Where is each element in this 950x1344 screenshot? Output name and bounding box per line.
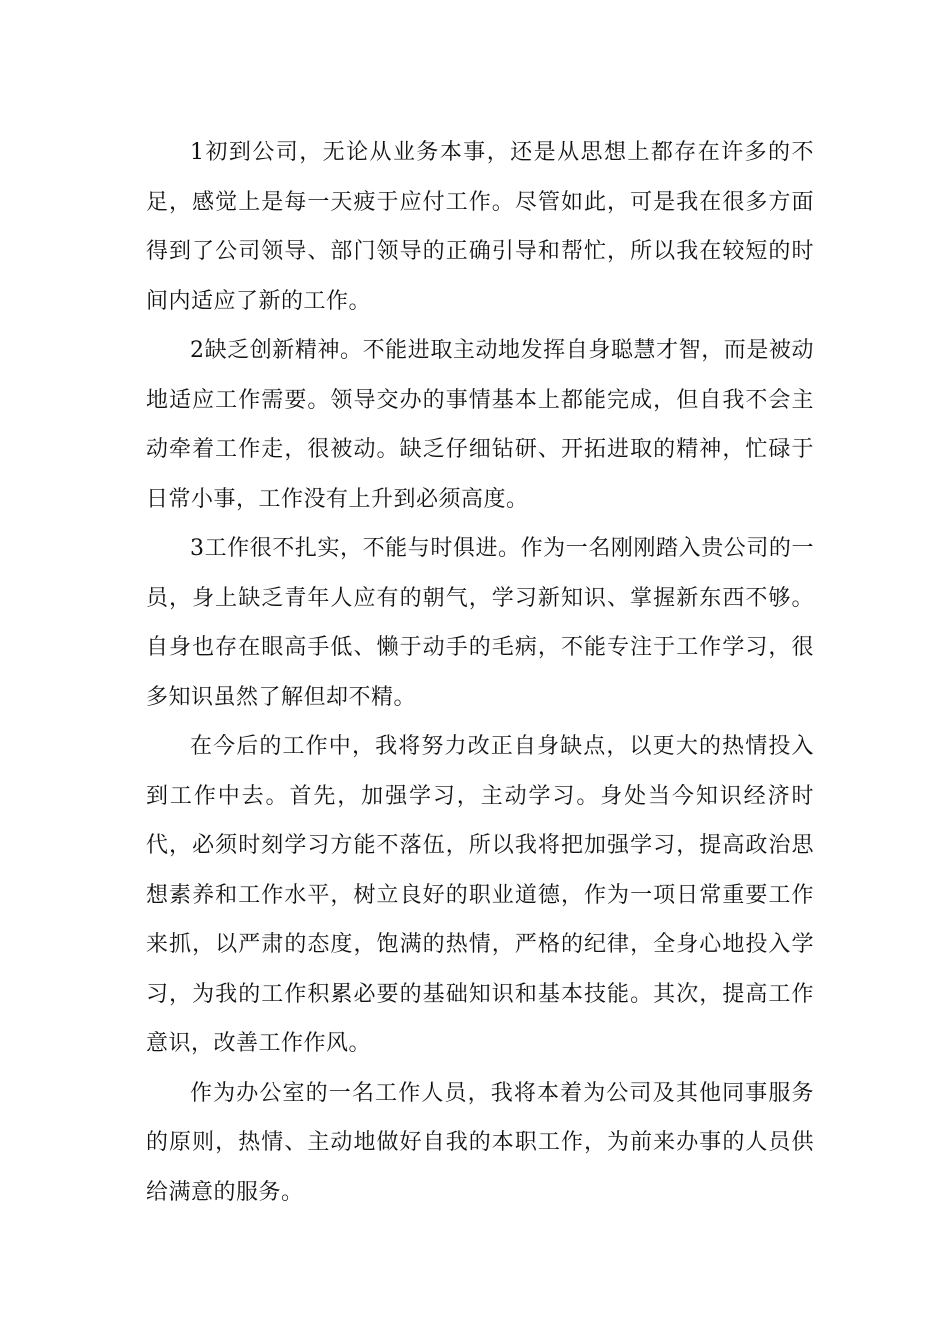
paragraph-3: 3工作很不扎实，不能与时俱进。作为一名刚刚踏入贵公司的一员，身上缺乏青年人应有的朝气，学习新知识、掌握新东西不够。自身也存在眼高手低、懒于动手的毛病，不能专注于工作学习，很多知识虽然了解但却不精。	[146, 536, 814, 710]
paragraph-1: 1初到公司，无论从业务本事，还是从思想上都存在许多的不足，感觉上是每一天疲于应付工作。尽管如此，可是我在很多方面得到了公司领导、部门领导的正确引导和帮忙，所以我在较短的时间内适应了新的工作。	[146, 140, 814, 314]
document-body	[146, 128, 814, 1217]
paragraph-4: 在今后的工作中，我将努力改正自身缺点，以更大的热情投入到工作中去。首先，加强学习，主动学习。身处当今知识经济时代，必须时刻学习方能不落伍，所以我将把加强学习，提高政治思想素养和工作水平，树立良好的职业道德，作为一项日常重要工作来抓，以严肃的态度，饱满的热情，严格的纪律，全身心地投入学习，为我的工作积累必要的基础知识和基本技能。其次，提高工作意识，改善工作作风。	[146, 734, 814, 1056]
paragraph-2: 2缺乏创新精神。不能进取主动地发挥自身聪慧才智，而是被动地适应工作需要。领导交办的事情基本上都能完成，但自我不会主动牵着工作走，很被动。缺乏仔细钻研、开拓进取的精神，忙碌于日常小事，工作没有上升到必须高度。	[146, 338, 814, 512]
paragraph-5: 作为办公室的一名工作人员，我将本着为公司及其他同事服务的原则，热情、主动地做好自我的本职工作，为前来办事的人员供给满意的服务。	[146, 1080, 814, 1205]
